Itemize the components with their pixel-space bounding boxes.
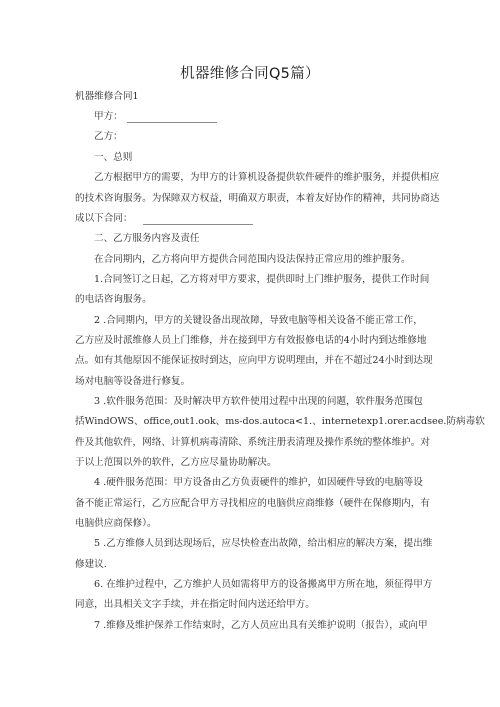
agreement-blank <box>143 215 253 225</box>
item4-line: 电脑供应商保修）。 <box>75 518 157 529</box>
section1-line: 的技术咨询服务。为保障双方权益，明确双方职责，本着友好协作的精神，共同协商达 <box>75 193 440 204</box>
section1-line: 乙方根据甲方的需要，为甲方的计算机设备提供软件硬件的维护服务，并提供相应 <box>94 172 440 183</box>
item6-line: 6. 在维护过程中，乙方维护人员如需将甲方的设备搬离甲方所在地，须征得甲方 <box>94 579 433 590</box>
item1-line: 的电话咨询服务。 <box>75 294 152 305</box>
contract-subtitle: 机器维修合同1 <box>75 91 139 102</box>
item2-line: 2 .合同期内，甲方的关键设备出现故障，导致电脑等相关设备不能正常工作， <box>94 315 423 326</box>
item3-line: 件及其他软件，网络、计算机病毒清除、系统注册表清理及操作系统的整体维护。对 <box>75 437 430 448</box>
party-a-blank <box>127 113 217 123</box>
item5-line: 5 .乙方维修人员到达现场后，应尽快检查出故障，给出相应的解决方案，提出维 <box>94 538 433 549</box>
item7-line: 7 .维修及维护保养工作结束时，乙方人员应出具有关维护说明（报告），或向甲 <box>94 620 428 631</box>
section1-signoff-row <box>75 213 435 225</box>
item5-line: 修建议. <box>75 559 107 570</box>
item6-line: 同意，出具相关文字手续，并在指定时间内送还给甲方。 <box>75 599 315 610</box>
item4-line: 备不能正常运行，乙方应配合甲方寻找相应的电脑供应商维修（硬件在保修期内，有 <box>75 498 430 509</box>
item4-line: 4 .硬件服务范围：甲方设备由乙方负责硬件的维护，如因硬件导致的电脑等设 <box>94 477 423 488</box>
item2-line: 点。如有其他原因不能保证按时到达，应向甲方说明理由，并在不超过24小时到达现 <box>75 355 433 366</box>
section1-heading: 一、总则 <box>94 152 133 163</box>
item1-line: 1.合同签订之日起，乙方将对甲方要求，提供即时上门维护服务，提供工作时间 <box>94 274 430 285</box>
party-b-label: 乙方： <box>94 131 123 142</box>
party-a-row <box>94 111 454 123</box>
item3-line: 括WindOWS、office,out1.ook、ms-dos.autoca<1.、internetexp1.orer.acdsee.防病毒软 <box>75 416 485 427</box>
item3-line: 于以上范围以外的软件，乙方应尽量协助解决。 <box>75 457 277 468</box>
item2-line: 乙方应及时派维修人员上门维修，并在接到甲方有效报修电话的4小时内到达维修地 <box>75 335 427 346</box>
page-title: 机器维修合同Q5篇） <box>180 66 320 82</box>
section2-heading: 二、乙方服务内容及责任 <box>94 233 200 244</box>
item2-line: 场对电脑等设备进行修复。 <box>75 376 191 387</box>
section2-intro: 在合同期内，乙方将向甲方提供合同范围内设法保持正常应用的维护服务。 <box>94 254 411 265</box>
item3-line: 3 .软件服务范围：及时解决甲方软件使用过程中出现的问题，软件服务范围包 <box>94 396 423 407</box>
section1-line: 成以下合同： <box>75 213 133 224</box>
party-a-label: 甲方： <box>94 111 123 122</box>
